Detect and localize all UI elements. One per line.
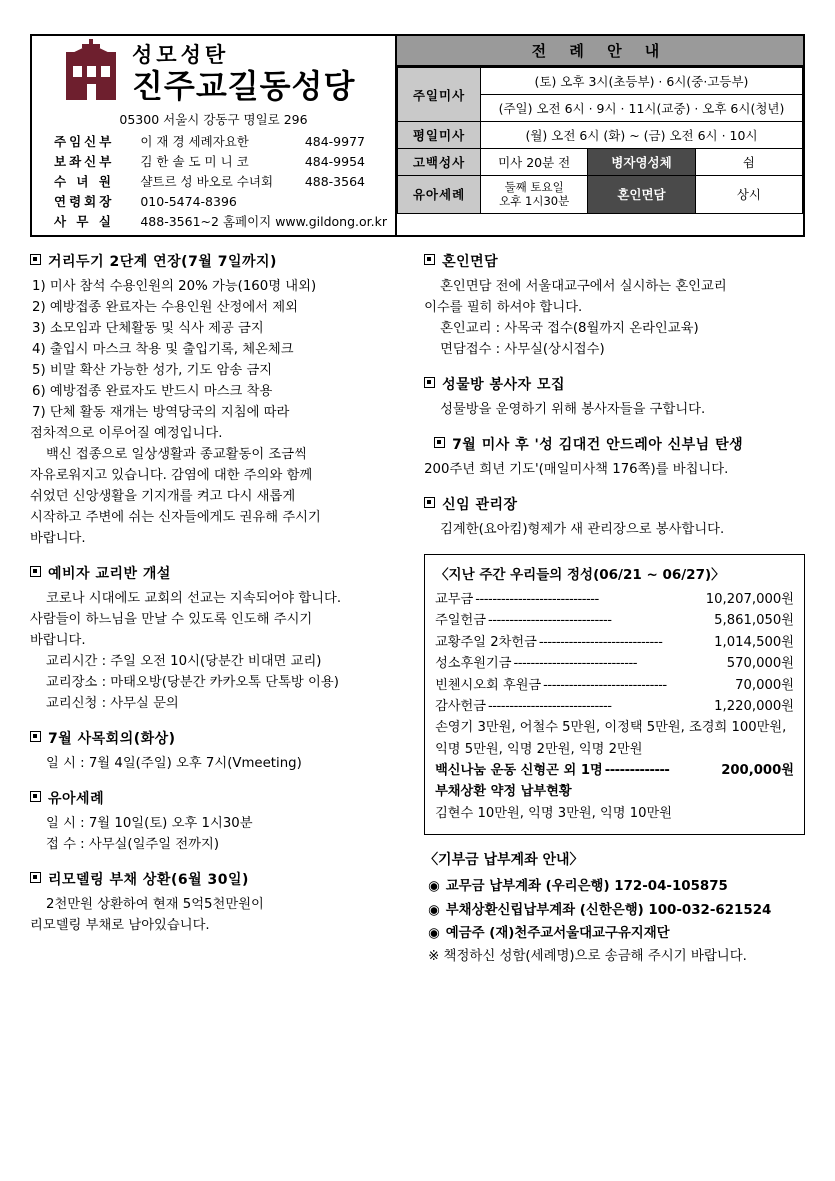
account-item: ◉ 부채상환신립납부계좌 (신한은행) 100-032-621524 bbox=[428, 902, 772, 918]
section-title: 7월 미사 후 '성 김대건 안드레아 신부님 탄생 bbox=[424, 434, 805, 454]
list-item: 일 시 : 7월 10일(토) 오후 1시30분 bbox=[46, 816, 253, 831]
parish-logo-row bbox=[40, 42, 387, 104]
list-item: 3) 소모임과 단체활동 및 식사 제공 금지 bbox=[32, 321, 264, 336]
list-item: 혼인교리 : 사목국 접수(8월까지 온라인교육) bbox=[440, 321, 699, 336]
list-item: 1) 미사 참석 수용인원의 20% 가능(160명 내외) bbox=[32, 279, 317, 294]
section-marriage-interview bbox=[424, 251, 805, 360]
mass-cell-dark: 병자영성체 bbox=[588, 149, 695, 176]
table-row bbox=[40, 171, 387, 191]
section-catechumen-class bbox=[30, 563, 406, 714]
mass-schedule-title: 전 례 안 내 bbox=[397, 36, 803, 67]
offering-name: 교황주일 2차헌금 bbox=[435, 634, 537, 650]
offering-amount: 10,207,000원 bbox=[705, 592, 794, 607]
circle-dot-icon: ◉ bbox=[428, 879, 440, 895]
section-title: 유아세례 bbox=[30, 788, 406, 808]
contact-role: 수 녀 원 bbox=[54, 174, 114, 189]
square-bullet-icon bbox=[30, 566, 41, 577]
mass-row-label: 평일미사 bbox=[398, 122, 481, 149]
account-item: ◉ 예금주 (재)천주교서울대교구유지재단 bbox=[428, 926, 670, 942]
table-row bbox=[398, 176, 803, 214]
parish-info bbox=[32, 36, 397, 235]
mass-row-label: 고백성사 bbox=[398, 149, 481, 176]
contact-name: 488-3561~2 홈페이지 www.gildong.or.kr bbox=[140, 214, 387, 229]
donation-accounts bbox=[424, 849, 805, 969]
paragraph-line: 쉬었던 신앙생활을 기지개를 켜고 다시 새롭게 bbox=[30, 489, 296, 504]
section-title: 리모델링 부채 상환(6월 30일) bbox=[30, 869, 406, 889]
mass-cell: 둘째 토요일 오후 1시30분 bbox=[481, 176, 588, 214]
church-logo-icon bbox=[60, 42, 122, 104]
list-item: 일 시 : 7월 4일(주일) 오후 7시(Vmeeting) bbox=[46, 756, 302, 771]
mass-schedule-table bbox=[397, 67, 803, 214]
list-item: 김계한(요아킴)형제가 새 관리장으로 봉사합니다. bbox=[440, 522, 725, 537]
paragraph-line: 리모델링 부채로 남아있습니다. bbox=[30, 918, 210, 933]
contact-role: 사 무 실 bbox=[54, 214, 114, 229]
parish-name-line2: 진주교길동성당 bbox=[132, 66, 356, 105]
section-remodeling-debt bbox=[30, 869, 406, 936]
leader-dots: ----------------------------- bbox=[513, 656, 637, 672]
offering-amount: 200,000원 bbox=[721, 763, 794, 778]
section-infant-baptism bbox=[30, 788, 406, 855]
list-item: 교리시간 : 주일 오전 10시(당분간 비대면 교리) bbox=[46, 654, 322, 669]
mass-cell: 미사 20분 전 bbox=[481, 149, 588, 176]
offering-name: 주일헌금 bbox=[435, 613, 487, 629]
offering-name: 교무금 bbox=[435, 592, 474, 607]
offering-name: 백신나눔 운동 신형곤 외 1명 bbox=[435, 763, 603, 778]
table-row bbox=[398, 149, 803, 176]
table-row bbox=[398, 68, 803, 95]
offering-row bbox=[435, 696, 794, 717]
section-title: 예비자 교리반 개설 bbox=[30, 563, 406, 583]
parish-name-line1: 성모성탄 bbox=[132, 42, 230, 67]
circle-dot-icon: ◉ bbox=[428, 902, 440, 918]
contact-role: 주임신부 bbox=[54, 134, 115, 149]
list-item: 6) 예방접종 완료자도 반드시 마스크 착용 bbox=[32, 384, 273, 399]
leader-dots: ----------------------------- bbox=[543, 677, 667, 693]
offering-row bbox=[435, 589, 794, 610]
table-row bbox=[40, 191, 387, 211]
mass-cell: 상시 bbox=[695, 176, 802, 214]
mass-schedule bbox=[397, 36, 803, 235]
section-distancing bbox=[30, 251, 406, 549]
accounts-note: ※ 책정하신 성함(세례명)으로 송금해 주시기 바랍니다. bbox=[428, 949, 747, 965]
section-religious-goods-volunteers bbox=[424, 374, 805, 420]
paragraph-line: 백신 접종으로 일상생활과 종교활동이 조금씩 bbox=[46, 447, 307, 462]
leader-dots: ----------------------------- bbox=[475, 592, 599, 607]
contact-tel: 484-9954 bbox=[304, 153, 365, 169]
paragraph-line: 바랍니다. bbox=[30, 531, 86, 546]
contact-name: 이 재 경 세례자요한 bbox=[140, 134, 249, 149]
section-jubilee-prayer bbox=[424, 434, 805, 480]
bulletin-header bbox=[30, 34, 805, 237]
offering-amount: 570,000원 bbox=[726, 656, 794, 672]
left-column bbox=[30, 251, 406, 969]
offering-amount: 5,861,050원 bbox=[714, 613, 794, 629]
leader-dots: ----------------------------- bbox=[488, 613, 612, 629]
contact-tel: 488-3564 bbox=[304, 173, 365, 189]
mass-cell: (월) 오전 6시 (화) ~ (금) 오전 6시 · 10시 bbox=[481, 122, 803, 149]
offering-title: 〈지난 주간 우리들의 정성(06/21 ~ 06/27)〉 bbox=[435, 567, 725, 583]
offering-name: 성소후원기금 bbox=[435, 656, 512, 672]
parish-contact-table bbox=[40, 131, 387, 231]
mass-cell: 쉼 bbox=[695, 149, 802, 176]
square-bullet-icon bbox=[30, 254, 41, 265]
square-bullet-icon bbox=[424, 377, 435, 388]
offering-row-vaccine bbox=[435, 760, 794, 781]
offering-name: 감사헌금 bbox=[435, 698, 487, 714]
offering-detail-line: 익명 5만원, 익명 2만원, 익명 2만원 bbox=[435, 741, 643, 757]
section-title: 7월 사목회의(화상) bbox=[30, 728, 406, 748]
offering-name: 빈첸시오회 후원금 bbox=[435, 677, 542, 693]
contact-name: 010-5474-8396 bbox=[140, 193, 237, 209]
contact-tel: 484-9977 bbox=[304, 133, 365, 149]
square-bullet-icon bbox=[30, 872, 41, 883]
offering-detail-line: 손영기 3만원, 어철수 5만원, 이정택 5만원, 조경희 100만원, bbox=[435, 720, 787, 736]
bulletin-body bbox=[30, 251, 805, 969]
parish-name bbox=[132, 42, 356, 105]
offering-summary-box bbox=[424, 554, 805, 835]
section-pastoral-meeting bbox=[30, 728, 406, 774]
leader-dots: ----------------------------- bbox=[538, 634, 663, 650]
list-item: 교리장소 : 마태오방(당분간 카카오톡 단톡방 이용) bbox=[46, 675, 339, 690]
debt-payment-detail: 김현수 10만원, 익명 3만원, 익명 10만원 bbox=[435, 805, 672, 821]
list-item: 5) 비말 확산 가능한 성가, 기도 암송 금지 bbox=[32, 363, 273, 378]
section-title: 혼인면담 bbox=[424, 251, 805, 271]
square-bullet-icon bbox=[424, 254, 435, 265]
mass-cell: (토) 오후 3시(초등부) · 6시(중·고등부) bbox=[481, 68, 803, 95]
list-item: 성물방을 운영하기 위해 봉사자들을 구합니다. bbox=[440, 402, 706, 417]
list-item: 점차적으로 이루어질 예정입니다. bbox=[30, 426, 223, 441]
offering-row bbox=[435, 610, 794, 631]
offering-row bbox=[435, 632, 794, 653]
accounts-title: 〈기부금 납부계좌 안내〉 bbox=[424, 852, 584, 869]
paragraph-line: 바랍니다. bbox=[30, 633, 86, 648]
section-title: 신임 관리장 bbox=[424, 494, 805, 514]
account-item: ◉ 교무금 납부계좌 (우리은행) 172-04-105875 bbox=[428, 879, 728, 895]
offering-row bbox=[435, 653, 794, 674]
paragraph-line: 이수를 필히 하셔야 합니다. bbox=[424, 300, 583, 315]
parish-address: 05300 서울시 강동구 명일로 296 bbox=[119, 112, 308, 127]
contact-name: 김 한 솔 도 미 니 코 bbox=[140, 154, 249, 169]
mass-row-label: 주일미사 bbox=[398, 68, 481, 122]
leader-dots: ------------- bbox=[604, 763, 670, 778]
paragraph-line: 시작하고 주변에 쉬는 신자들에게도 권유해 주시기 bbox=[30, 510, 321, 525]
paragraph-line: 자유로워지고 있습니다. 감염에 대한 주의와 함께 bbox=[30, 468, 313, 483]
offering-amount: 70,000원 bbox=[735, 677, 794, 693]
table-row bbox=[40, 151, 387, 171]
list-item: 교리신청 : 사무실 문의 bbox=[46, 696, 179, 711]
mass-cell-dark: 혼인면담 bbox=[588, 176, 695, 214]
contact-role: 연령회장 bbox=[54, 194, 115, 209]
paragraph-line: 코로나 시대에도 교회의 선교는 지속되어야 합니다. bbox=[46, 591, 342, 606]
paragraph-line: 2천만원 상환하여 현재 5억5천만원이 bbox=[46, 897, 264, 912]
square-bullet-icon bbox=[30, 791, 41, 802]
square-bullet-icon bbox=[434, 437, 445, 448]
list-item: 7) 단체 활동 재개는 방역당국의 지침에 따라 bbox=[32, 405, 290, 420]
paragraph-line: 혼인면담 전에 서울대교구에서 실시하는 혼인교리 bbox=[440, 279, 727, 294]
mass-cell: (주일) 오전 6시 · 9시 · 11시(교중) · 오후 6시(청년) bbox=[481, 95, 803, 122]
contact-role: 보좌신부 bbox=[54, 154, 115, 169]
list-item: 면담접수 : 사무실(상시접수) bbox=[440, 342, 605, 357]
list-item: 2) 예방접종 완료자는 수용인원 산정에서 제외 bbox=[32, 300, 298, 315]
offering-row bbox=[435, 675, 794, 696]
right-column bbox=[424, 251, 805, 969]
square-bullet-icon bbox=[30, 731, 41, 742]
section-title: 성물방 봉사자 모집 bbox=[424, 374, 805, 394]
table-row bbox=[40, 211, 387, 231]
table-row bbox=[40, 131, 387, 151]
paragraph-line: 200주년 희년 기도'(매일미사책 176쪽)를 바칩니다. bbox=[424, 462, 729, 477]
square-bullet-icon bbox=[424, 497, 435, 508]
circle-dot-icon: ◉ bbox=[428, 926, 440, 942]
list-item: 4) 출입시 마스크 착용 및 출입기록, 체온체크 bbox=[32, 342, 294, 357]
section-title: 거리두기 2단계 연장(7월 7일까지) bbox=[30, 251, 406, 271]
paragraph-line: 사람들이 하느님을 만날 수 있도록 인도해 주시기 bbox=[30, 612, 313, 627]
leader-dots: ----------------------------- bbox=[488, 698, 612, 714]
table-row bbox=[398, 122, 803, 149]
debt-payment-title: 부채상환 약정 납부현황 bbox=[435, 784, 572, 800]
contact-name: 샬트르 성 바오로 수녀회 bbox=[140, 174, 274, 189]
mass-row-label: 유아세례 bbox=[398, 176, 481, 214]
list-item: 접 수 : 사무실(일주일 전까지) bbox=[46, 837, 220, 852]
offering-amount: 1,014,500원 bbox=[714, 634, 794, 650]
section-new-manager bbox=[424, 494, 805, 540]
offering-amount: 1,220,000원 bbox=[714, 698, 794, 714]
